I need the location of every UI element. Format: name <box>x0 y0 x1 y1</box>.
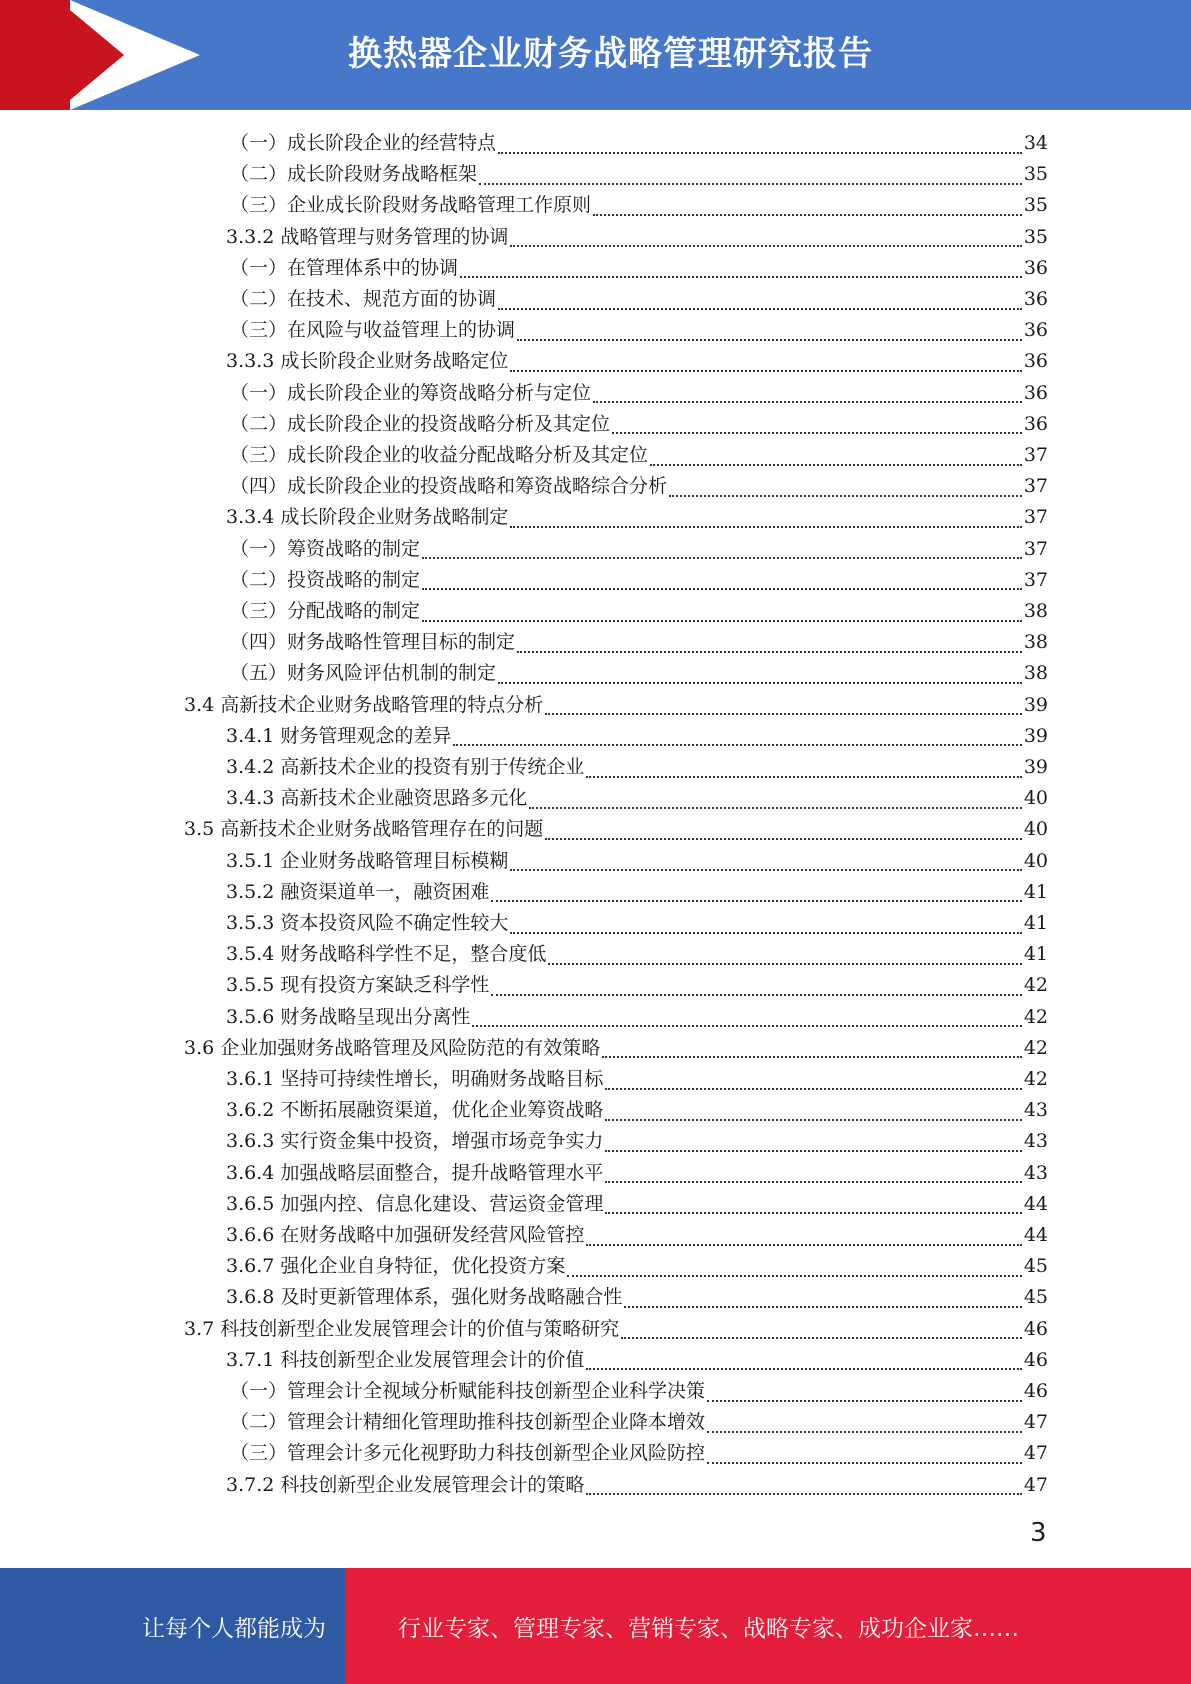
toc-entry-page: 45 <box>1023 1255 1048 1278</box>
toc-entry[interactable] <box>230 409 1048 440</box>
toc-entry-page: 36 <box>1023 350 1048 373</box>
toc-entry[interactable] <box>226 877 1048 908</box>
toc-entry[interactable] <box>226 939 1048 970</box>
toc-entry[interactable] <box>184 1314 1048 1345</box>
toc-leader-dots <box>453 744 1021 746</box>
toc-leader-dots <box>586 1493 1021 1495</box>
toc-entry[interactable] <box>226 1064 1048 1095</box>
toc-entry-page: 42 <box>1023 1036 1048 1059</box>
toc-entry[interactable] <box>230 315 1048 346</box>
toc-entry[interactable] <box>230 627 1048 658</box>
page-number: 3 <box>1030 1518 1047 1548</box>
toc-entry-page: 47 <box>1023 1473 1048 1496</box>
toc-leader-dots <box>605 1212 1021 1214</box>
toc-leader-dots <box>422 557 1022 559</box>
toc-leader-dots <box>707 1431 1022 1433</box>
toc-entry-page: 46 <box>1023 1317 1048 1340</box>
toc-leader-dots <box>491 900 1021 902</box>
toc-leader-dots <box>650 464 1022 466</box>
toc-entry-title: （二）成长阶段财务战略框架 <box>230 163 478 186</box>
toc-entry[interactable] <box>226 721 1048 752</box>
toc-entry-title: （三）分配战略的制定 <box>230 600 421 622</box>
toc-entry[interactable] <box>226 1158 1048 1189</box>
toc-entry-title: （二）投资战略的制定 <box>230 568 421 591</box>
toc-entry-title: 3.5.1 企业财务战略管理目标模糊 <box>226 849 509 872</box>
toc-entry-title: 3.6.7 强化企业自身特征，优化投资方案 <box>226 1255 566 1278</box>
toc-entry-page: 46 <box>1023 1348 1048 1371</box>
toc-entry[interactable] <box>230 128 1048 159</box>
toc-entry-page: 36 <box>1023 412 1048 435</box>
toc-entry[interactable] <box>226 783 1048 814</box>
toc-entry-title: 3.6.6 在财务战略中加强研发经营风险管控 <box>226 1224 585 1246</box>
toc-entry-page: 36 <box>1023 288 1048 310</box>
toc-leader-dots <box>460 276 1022 278</box>
toc-leader-dots <box>510 370 1021 372</box>
toc-entry-title: 3.3.3 成长阶段企业财务战略定位 <box>226 350 509 373</box>
toc-entry-title: （一）在管理体系中的协调 <box>230 256 459 279</box>
toc-entry[interactable] <box>226 1189 1048 1220</box>
toc-entry-title: （三）企业成长阶段财务战略管理工作原则 <box>230 194 592 217</box>
toc-entry[interactable] <box>226 1470 1048 1501</box>
toc-entry-page: 37 <box>1023 537 1048 560</box>
toc-entry-title: （四）成长阶段企业的投资战略和筹资战略综合分析 <box>230 475 668 498</box>
toc-entry-title: 3.7.2 科技创新型企业发展管理会计的策略 <box>226 1473 585 1496</box>
toc-entry[interactable] <box>184 1033 1048 1064</box>
toc-leader-dots <box>545 838 1022 840</box>
toc-entry[interactable] <box>226 1220 1048 1251</box>
toc-leader-dots <box>472 1025 1021 1027</box>
toc-entry-page: 37 <box>1023 506 1048 529</box>
toc-entry[interactable] <box>230 159 1048 190</box>
toc-entry[interactable] <box>226 1095 1048 1126</box>
toc-entry-page: 37 <box>1023 444 1048 466</box>
toc-entry-page: 42 <box>1023 1005 1048 1028</box>
toc-leader-dots <box>567 1275 1021 1277</box>
toc-leader-dots <box>605 1088 1021 1090</box>
toc-entry-title: （三）管理会计多元化视野助力科技创新型企业风险防控 <box>230 1442 706 1465</box>
toc-entry-page: 43 <box>1023 1099 1048 1122</box>
toc-entry-page: 38 <box>1023 631 1048 654</box>
toc-entry-title: 3.3.4 成长阶段企业财务战略制定 <box>226 506 509 529</box>
toc-entry-title: 3.4.2 高新技术企业的投资有别于传统企业 <box>226 756 585 778</box>
toc-entry-page: 35 <box>1023 163 1048 186</box>
toc-entry-page: 47 <box>1023 1411 1048 1434</box>
toc-leader-dots <box>545 713 1022 715</box>
toc-entry-title: （五）财务风险评估机制的制定 <box>230 662 497 685</box>
toc-entry-title: 3.6.3 实行资金集中投资，增强市场竞争实力 <box>226 1130 604 1153</box>
toc-entry-title: 3.3.2 战略管理与财务管理的协调 <box>226 225 509 248</box>
toc-entry-page: 36 <box>1023 256 1048 279</box>
toc-entry-title: （一）成长阶段企业的筹资战略分析与定位 <box>230 381 592 404</box>
toc-leader-dots <box>707 1462 1022 1464</box>
toc-entry[interactable] <box>230 534 1048 565</box>
toc-entry-page: 44 <box>1023 1224 1048 1246</box>
toc-entry[interactable] <box>230 190 1048 221</box>
toc-entry-title: （一）筹资战略的制定 <box>230 537 421 560</box>
toc-entry[interactable] <box>230 658 1048 689</box>
toc-entry-title: 3.6.2 不断拓展融资渠道，优化企业筹资战略 <box>226 1099 604 1122</box>
toc-entry-title: 3.5.5 现有投资方案缺乏科学性 <box>226 974 490 997</box>
toc-entry[interactable] <box>226 846 1048 877</box>
toc-entry-page: 39 <box>1023 724 1048 747</box>
footer-slogan-left: 让每个人都能成为 <box>142 1616 326 1642</box>
toc-entry-title: （一）管理会计全视域分析赋能科技创新型企业科学决策 <box>230 1380 706 1402</box>
toc-leader-dots <box>491 994 1021 996</box>
toc-leader-dots <box>517 339 1022 341</box>
toc-entry-page: 39 <box>1023 693 1048 716</box>
toc-entry-title: 3.6.4 加强战略层面整合，提升战略管理水平 <box>226 1161 604 1184</box>
toc-entry-page: 35 <box>1023 225 1048 248</box>
toc-entry[interactable] <box>230 378 1048 409</box>
toc-entry[interactable] <box>226 346 1048 377</box>
footer-slant <box>345 1568 385 1684</box>
toc-entry-title: （二）管理会计精细化管理助推科技创新型企业降本增效 <box>230 1411 706 1434</box>
toc-entry[interactable] <box>226 222 1048 253</box>
toc-entry-title: （三）在风险与收益管理上的协调 <box>230 319 516 342</box>
toc-entry-title: （二）在技术、规范方面的协调 <box>230 288 497 310</box>
toc-entry-title: 3.4 高新技术企业财务战略管理的特点分析 <box>184 693 544 716</box>
toc-leader-dots <box>669 495 1022 497</box>
toc-entry-title: 3.5.4 财务战略科学性不足，整合度低 <box>226 943 547 966</box>
toc-entry[interactable] <box>226 970 1048 1001</box>
toc-leader-dots <box>422 620 1022 622</box>
toc-entry-page: 46 <box>1023 1380 1048 1402</box>
toc-leader-dots <box>548 963 1021 965</box>
toc-entry[interactable] <box>230 284 1048 315</box>
toc-entry-title: 3.6.5 加强内控、信息化建设、营运资金管理 <box>226 1192 604 1215</box>
toc-entry-page: 40 <box>1023 787 1048 810</box>
toc-leader-dots <box>422 588 1022 590</box>
toc-entry[interactable] <box>230 1376 1048 1407</box>
toc-entry[interactable] <box>230 565 1048 596</box>
toc-entry[interactable] <box>230 440 1048 471</box>
toc-leader-dots <box>593 401 1022 403</box>
toc-entry-page: 35 <box>1023 194 1048 217</box>
toc-entry[interactable] <box>184 690 1048 721</box>
toc-entry[interactable] <box>226 1251 1048 1282</box>
toc-entry-page: 36 <box>1023 381 1048 404</box>
toc-entry[interactable] <box>230 253 1048 284</box>
toc-leader-dots <box>621 1337 1022 1339</box>
toc-leader-dots <box>498 308 1022 310</box>
toc-entry[interactable] <box>230 596 1048 627</box>
toc-entry-page: 44 <box>1023 1192 1048 1215</box>
toc-leader-dots <box>479 183 1022 185</box>
footer-slogan-right: 行业专家、管理专家、营销专家、战略专家、成功企业家…… <box>398 1616 1019 1642</box>
toc-leader-dots <box>612 432 1022 434</box>
toc-entry-page: 38 <box>1023 662 1048 685</box>
page-footer <box>0 1568 1191 1684</box>
page-header <box>0 0 1191 110</box>
toc-entry-page: 47 <box>1023 1442 1048 1465</box>
toc-entry-page: 37 <box>1023 475 1048 498</box>
toc-entry-title: 3.6 企业加强财务战略管理及风险防范的有效策略 <box>184 1036 601 1059</box>
toc-leader-dots <box>605 1150 1021 1152</box>
toc-entry-page: 42 <box>1023 1068 1048 1090</box>
toc-entry[interactable] <box>226 1345 1048 1376</box>
toc-entry[interactable] <box>226 752 1048 783</box>
toc-entry[interactable] <box>230 1407 1048 1438</box>
toc-leader-dots <box>498 682 1022 684</box>
toc-leader-dots <box>510 932 1021 934</box>
toc-entry-title: 3.5.2 融资渠道单一，融资困难 <box>226 880 490 903</box>
toc-entry-title: 3.6.8 及时更新管理体系，强化财务战略融合性 <box>226 1286 623 1309</box>
toc-entry-page: 41 <box>1023 912 1048 934</box>
toc-entry-page: 37 <box>1023 568 1048 591</box>
toc-leader-dots <box>510 526 1021 528</box>
toc-entry-page: 38 <box>1023 600 1048 622</box>
toc-entry[interactable] <box>226 1002 1048 1033</box>
toc-entry-page: 45 <box>1023 1286 1048 1309</box>
toc-leader-dots <box>529 807 1021 809</box>
toc-leader-dots <box>510 869 1021 871</box>
toc-leader-dots <box>593 214 1022 216</box>
toc-leader-dots <box>498 152 1022 154</box>
toc-entry[interactable] <box>226 1126 1048 1157</box>
toc-leader-dots <box>586 1368 1021 1370</box>
toc-entry-title: （四）财务战略性管理目标的制定 <box>230 631 516 654</box>
toc-entry-title: 3.6.1 坚持可持续性增长，明确财务战略目标 <box>226 1068 604 1090</box>
toc-entry-page: 40 <box>1023 818 1048 841</box>
toc-entry-title: 3.5 高新技术企业财务战略管理存在的问题 <box>184 818 544 841</box>
toc-entry-page: 43 <box>1023 1130 1048 1153</box>
toc-leader-dots <box>707 1400 1022 1402</box>
toc-entry-title: 3.5.6 财务战略呈现出分离性 <box>226 1005 471 1028</box>
toc-entry-page: 39 <box>1023 756 1048 778</box>
toc-leader-dots <box>586 776 1021 778</box>
toc-leader-dots <box>586 1244 1021 1246</box>
toc-leader-dots <box>510 245 1021 247</box>
toc-entry-title: （一）成长阶段企业的经营特点 <box>230 132 497 154</box>
toc-entry-page: 34 <box>1023 132 1048 154</box>
toc-entry-title: 3.4.3 高新技术企业融资思路多元化 <box>226 787 528 810</box>
toc-entry-title: 3.7 科技创新型企业发展管理会计的价值与策略研究 <box>184 1317 620 1340</box>
toc-entry-page: 40 <box>1023 849 1048 872</box>
toc-entry[interactable] <box>226 1282 1048 1313</box>
toc-entry-page: 36 <box>1023 319 1048 342</box>
toc-entry-title: （三）成长阶段企业的收益分配战略分析及其定位 <box>230 444 649 466</box>
toc-entry-title: 3.7.1 科技创新型企业发展管理会计的价值 <box>226 1348 585 1371</box>
toc-leader-dots <box>517 651 1022 653</box>
toc-leader-dots <box>605 1181 1021 1183</box>
toc-entry[interactable] <box>230 471 1048 502</box>
toc-entry-title: 3.4.1 财务管理观念的差异 <box>226 724 452 747</box>
document-title: 换热器企业财务战略管理研究报告 <box>348 34 873 74</box>
toc-leader-dots <box>602 1056 1022 1058</box>
toc-entry-page: 41 <box>1023 943 1048 966</box>
toc-leader-dots <box>605 1119 1021 1121</box>
toc-entry[interactable] <box>230 1438 1048 1469</box>
toc-entry-page: 43 <box>1023 1161 1048 1184</box>
toc-entry[interactable] <box>226 908 1048 939</box>
toc-entry-page: 41 <box>1023 880 1048 903</box>
toc-entry-title: （二）成长阶段企业的投资战略分析及其定位 <box>230 412 611 435</box>
toc-entry-title: 3.5.3 资本投资风险不确定性较大 <box>226 912 509 934</box>
toc-entry[interactable] <box>184 814 1048 845</box>
toc-entry-page: 42 <box>1023 974 1048 997</box>
toc-leader-dots <box>624 1306 1021 1308</box>
toc-entry[interactable] <box>226 502 1048 533</box>
